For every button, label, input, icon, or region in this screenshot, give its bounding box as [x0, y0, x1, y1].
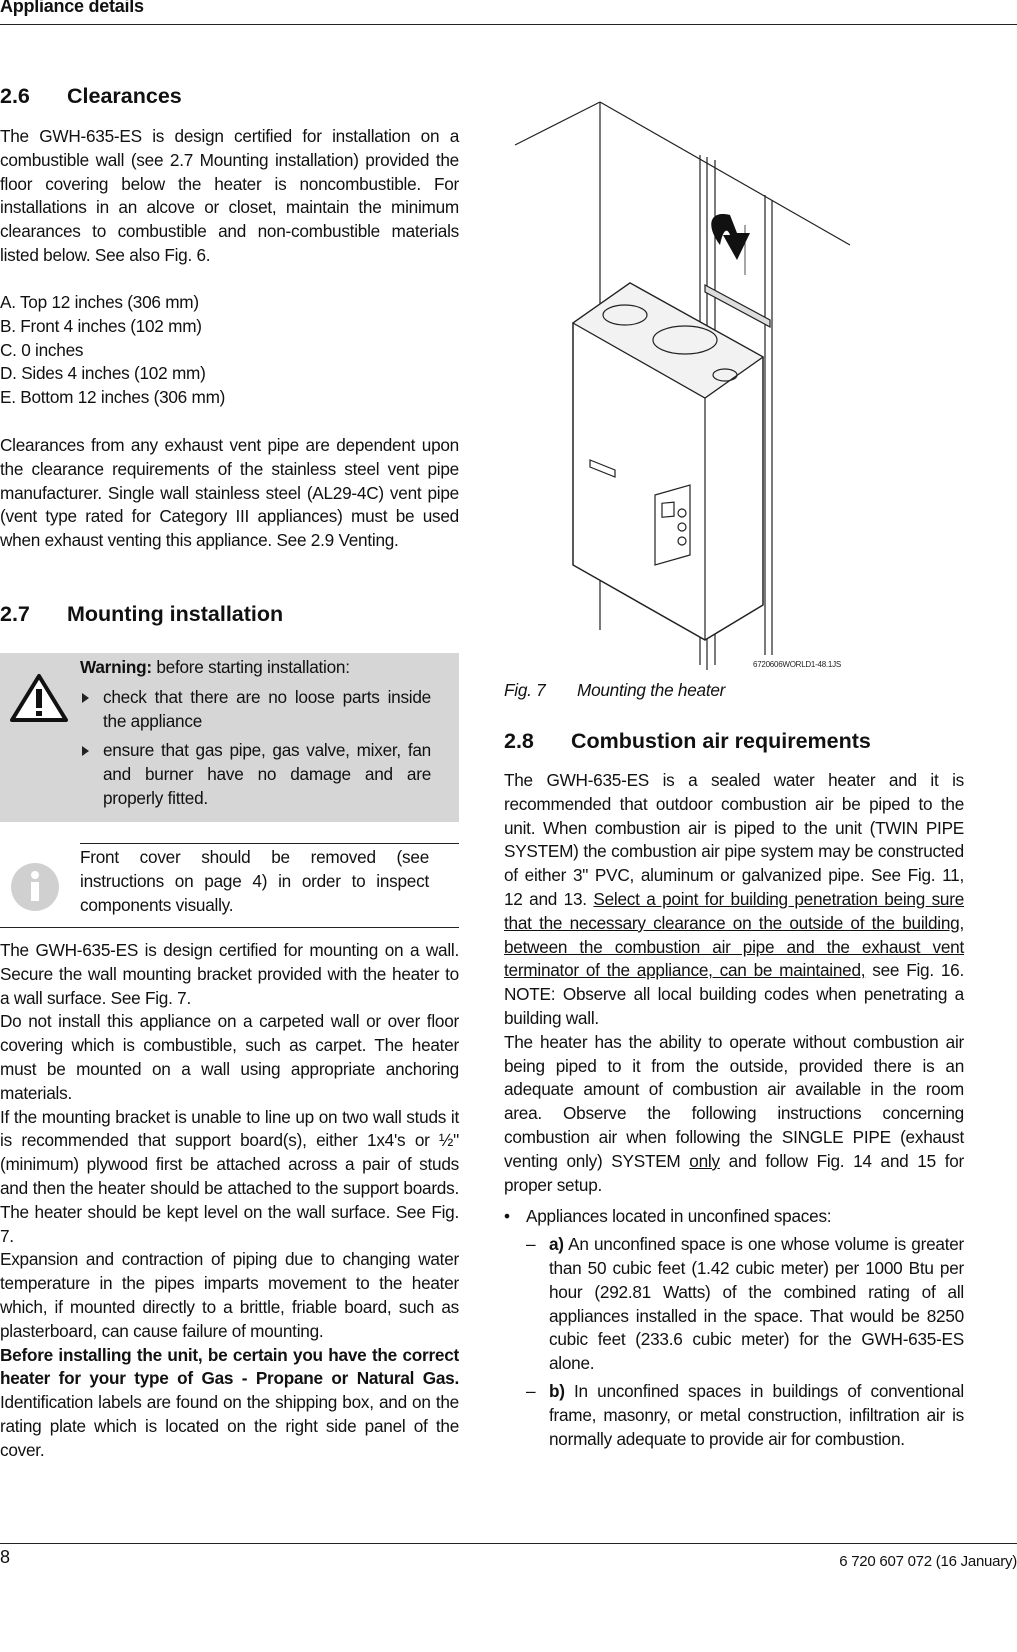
info-icon — [10, 862, 60, 912]
warning-item: ensure that gas pipe, gas valve, mixer, fan and burner have no damage and are properly fitted. — [80, 739, 431, 810]
clearance-list — [0, 291, 459, 410]
underlined-text: Select a point for building penetration being sure that the necessary clearance on the outside of the building, between the combustion air pipe and the exhaust vent terminator of the appliance, can be maintained, — [504, 888, 965, 981]
text: and follow Fig. 14 and 15 for proper setup. — [504, 1150, 964, 1195]
clearances-intro: The GWH-635-ES is design certified for installation on a combustible wall (see 2.7 Mounting installation) provided the floor covering below the heater is noncombustible. For installations in an alcove or closet, maintain the minimum clearances to combustible and non-combustible materials listed below. See also Fig. 6. — [0, 126, 459, 265]
gas-type-warning: Before installing the unit, be certain you have the correct heater for your type of Gas - Propane or Natural Gas. — [0, 1344, 459, 1389]
section-number: 2.8 — [504, 729, 534, 753]
clearance-item: C. 0 inches — [0, 339, 84, 360]
section-title: Clearances — [67, 84, 182, 108]
footer-rule — [0, 1543, 1017, 1544]
combustion-paragraph — [504, 1031, 964, 1198]
info-text: Front cover should be removed (see instructions on page 4) in order to inspect components visually. — [80, 847, 429, 915]
mounting-text — [0, 939, 459, 1463]
sub-item-a: – a) An unconfined space is one whose volume is greater than 50 cubic feet (1.42 cubic meter) per 1000 Btu per hour (292.81 Watts) of the combined rating of all appliances installed in the space. That would be 8250 cubic feet (233.6 cubic meter) for the GWH-635-ES alone. — [526, 1234, 964, 1374]
header-rule — [0, 24, 1017, 25]
section-2-6-heading — [0, 85, 182, 109]
mounting-paragraph: Do not install this appliance on a carpeted wall or over floor covering which is combustible, such as carpet. The heater must be mounted on a wall using appropriate anchoring materials. — [0, 1011, 459, 1103]
section-2-7-heading — [0, 603, 283, 627]
clearance-item: D. Sides 4 inches (102 mm) — [0, 363, 206, 384]
running-header: Appliance details — [0, 0, 144, 16]
figure-caption-text: Mounting the heater — [577, 680, 726, 700]
info-top-rule — [80, 843, 459, 844]
vent-clearance-paragraph: Clearances from any exhaust vent pipe are dependent upon the clearance requirements of the stainless steel vent pipe manufacturer. Single wall stainless steel (AL29-4C) vent pipe (vent type rated for Category III appliances) must be used when exhaust venting this appliance. See 2.9 Venting. — [0, 435, 459, 551]
warning-text: before starting installation: — [151, 657, 350, 677]
figure-label: Fig. 7 — [504, 680, 546, 700]
figure-caption — [504, 679, 725, 703]
clearance-item: A. Top 12 inches (306 mm) — [0, 292, 199, 312]
text: see Fig. 16. NOTE: Observe all local building codes when penetrating a building wall. — [504, 960, 964, 1028]
text: The GWH-635-ES is a sealed water heater and it is recommended that outdoor combustion air be piped to the unit. When combustion air is piped to the unit (TWIN PIPE SYSTEM) the combustion air pipe system may be constructed of either 3" PVC, aluminum or galvanized pipe. See Fig. 11, 12 and 13. — [504, 770, 964, 909]
combustion-paragraph — [504, 769, 964, 1031]
mounting-paragraph: The GWH-635-ES is design certified for mounting on a wall. Secure the wall mounting bracket provided with the heater to a wall surface. See Fig. 7. — [0, 940, 459, 1008]
mounting-paragraph: If the mounting bracket is unable to line up on two wall studs it is recommended that support board(s), either 1x4's or ½" (minimum) plywood first be attached across a pair of studs and then the heater should be attached to the support boards. The heater should be kept level on the wall surface. See Fig. 7. — [0, 1106, 459, 1246]
warning-triangle-icon — [9, 673, 69, 723]
clearance-item: E. Bottom 12 inches (306 mm) — [0, 387, 226, 408]
sub-item-label: b) — [549, 1380, 565, 1401]
underlined-text: only — [689, 1150, 720, 1171]
combustion-air-text — [504, 769, 964, 1451]
page-number: 8 — [0, 1547, 10, 1567]
section-title: Combustion air requirements — [571, 729, 871, 753]
warning-label: Warning: — [80, 657, 152, 677]
section-title: Mounting installation — [67, 602, 284, 626]
text: The heater has the ability to operate without combustion air being piped to it from the outside, provided there is an adequate amount of combustion air available in the room area. Observe the following instructions concerning combustion air when following the SINGLE PIPE (exhaust venting only) SYSTEM — [504, 1031, 964, 1171]
section-2-8-heading — [504, 730, 871, 754]
section-number: 2.6 — [0, 84, 30, 108]
warning-box — [0, 653, 459, 822]
bullet-item — [504, 1205, 964, 1229]
document-number: 6 720 607 072 (16 January) — [839, 1553, 1017, 1570]
identification-text: Identification labels are found on the shipping box, and on the rating plate which is located on the right side panel of the cover. — [0, 1392, 459, 1460]
figure-code: 6720606WORLD1-48.1JS — [753, 660, 841, 669]
bullet-text: Appliances located in unconfined spaces: — [526, 1206, 832, 1227]
bullet-dot: • — [504, 1206, 510, 1227]
warning-item: check that there are no loose parts inside the appliance — [80, 686, 431, 734]
sub-item-text: An unconfined space is one whose volume is greater than 50 cubic feet (1.42 cubic meter) per 1000 Btu per hour (292.81 Watts) of the combined rating of all appliances installed in the space. That would be 8250 cubic feet (233.6 cubic meter) for the GWH-635-ES alone. — [549, 1234, 964, 1374]
heater-mounting-figure — [505, 95, 865, 675]
sub-item-label: a) — [549, 1234, 564, 1255]
clearance-item: B. Front 4 inches (102 mm) — [0, 315, 202, 336]
mounting-paragraph — [0, 1344, 459, 1463]
sub-item-text: In unconfined spaces in buildings of conventional frame, masonry, or metal construction, infiltration air is normally adequate to provide air for combustion. — [549, 1380, 964, 1449]
sub-item-b: – b) In unconfined spaces in buildings of conventional frame, masonry, or metal construction, infiltration air is normally adequate to provide air for combustion. — [526, 1380, 964, 1449]
info-bottom-rule — [0, 927, 459, 928]
section-number: 2.7 — [0, 602, 30, 626]
mounting-paragraph: Expansion and contraction of piping due to changing water temperature in the pipes imparts movement to the heater which, if mounted directly to a brittle, friable board, such as plasterboard, can cause failure of mounting. — [0, 1249, 459, 1341]
